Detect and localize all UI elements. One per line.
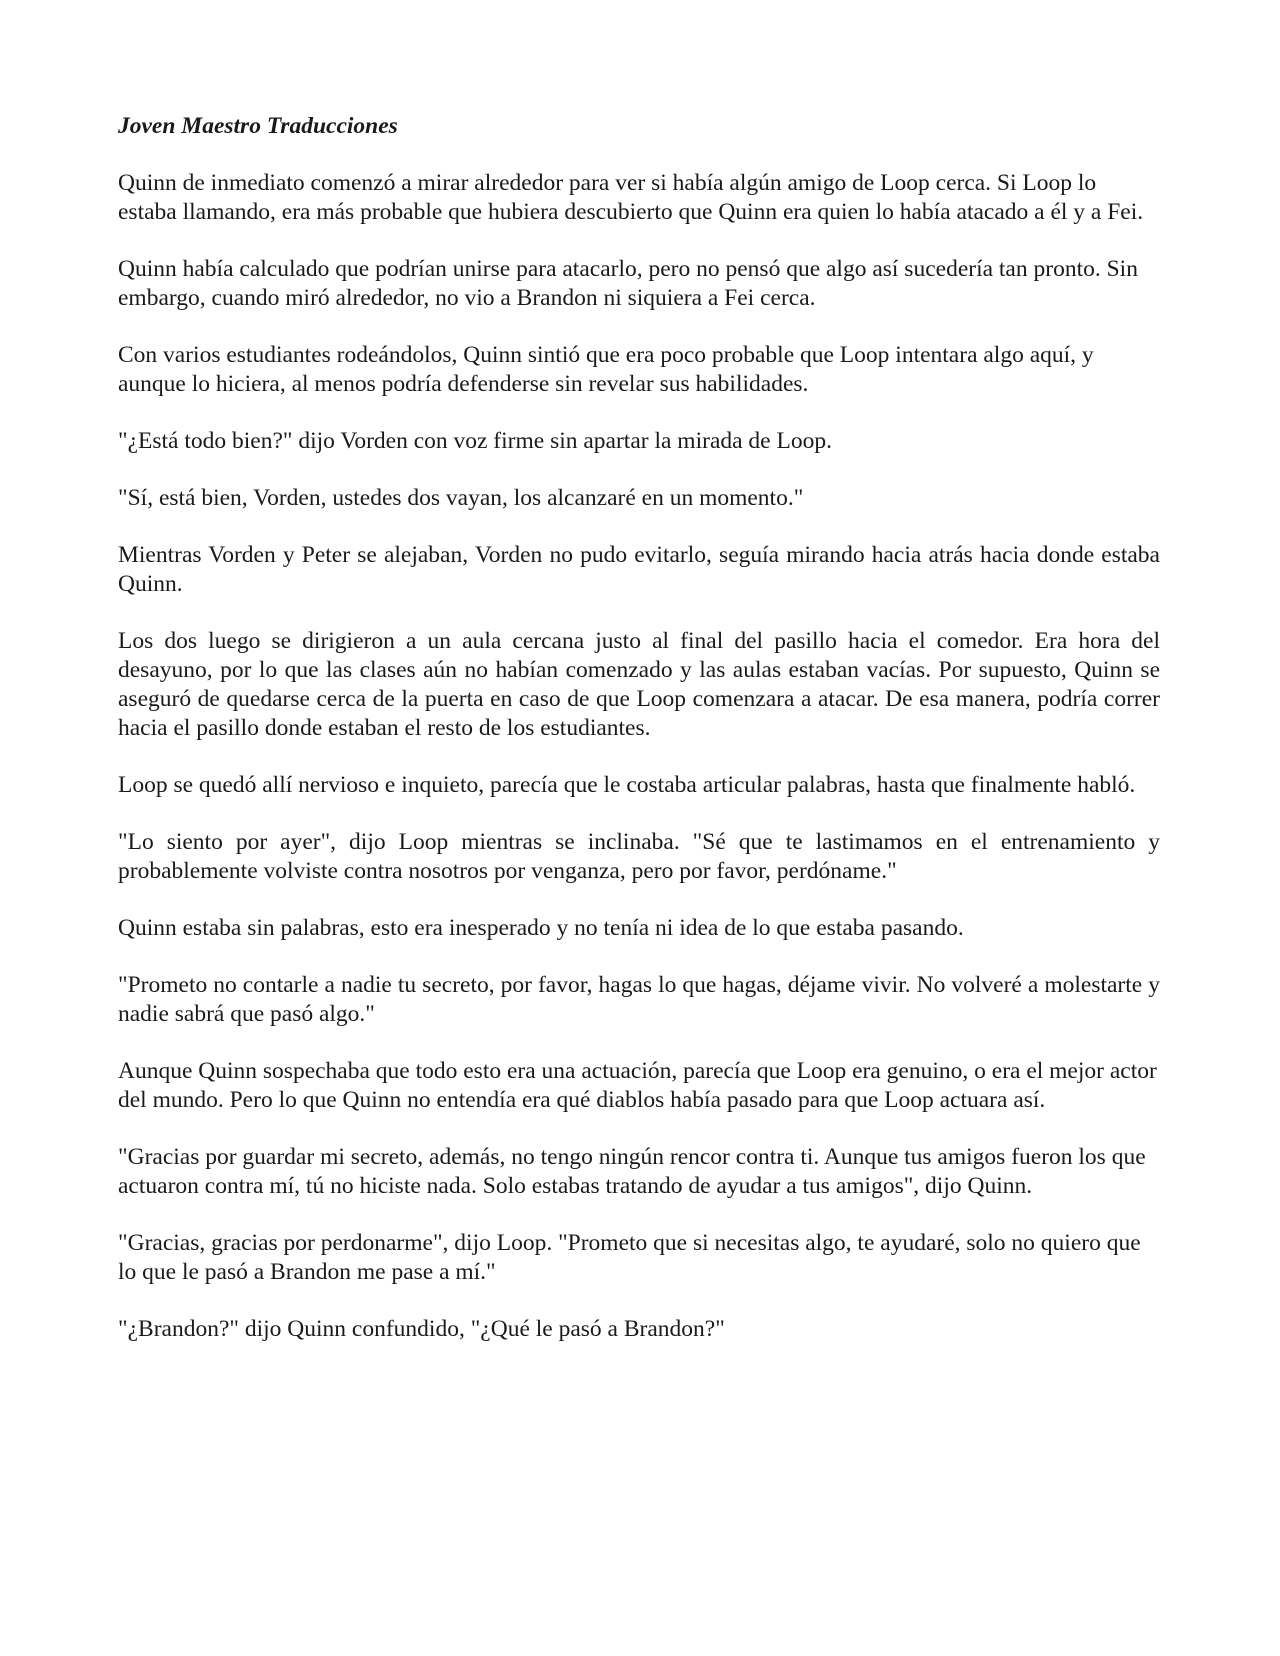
paragraph: Quinn de inmediato comenzó a mirar alrededor para ver si había algún amigo de Loop cerca. Si Loop lo estaba llamando, era más probable que hubiera descubierto que Quinn era quien lo había atacado a él y a Fei. — [118, 170, 1144, 225]
paragraph: "Lo siento por ayer", dijo Loop mientras se inclinaba. "Sé que te lastimamos en el entrenamiento y probablemente volviste contra nosotros por venganza, pero por favor, perdóname." — [118, 829, 1160, 884]
paragraph: Aunque Quinn sospechaba que todo esto era una actuación, parecía que Loop era genuino, o era el mejor actor del mundo. Pero lo que Quinn no entendía era qué diablos había pasado para que Loop actuara así. — [118, 1058, 1157, 1113]
paragraph: Loop se quedó allí nervioso e inquieto, parecía que le costaba articular palabras, hasta que finalmente habló. — [118, 772, 1136, 798]
paragraph: Con varios estudiantes rodeándolos, Quinn sintió que era poco probable que Loop intentara algo aquí, y aunque lo hiciera, al menos podría defenderse sin revelar sus habilidades. — [118, 342, 1094, 397]
paragraph: "¿Brandon?" dijo Quinn confundido, "¿Qué le pasó a Brandon?" — [118, 1316, 725, 1342]
paragraph: "Sí, está bien, Vorden, ustedes dos vayan, los alcanzaré en un momento." — [118, 485, 804, 511]
paragraph: "¿Está todo bien?" dijo Vorden con voz firme sin apartar la mirada de Loop. — [118, 428, 832, 454]
document-title: Joven Maestro Traducciones — [118, 113, 398, 139]
paragraph: Quinn había calculado que podrían unirse para atacarlo, pero no pensó que algo así sucedería tan pronto. Sin embargo, cuando miró alrededor, no vio a Brandon ni siquiera a Fei cerca. — [118, 256, 1138, 311]
paragraph: "Gracias, gracias por perdonarme", dijo Loop. "Prometo que si necesitas algo, te ayudaré, solo no quiero que lo que le pasó a Brandon me pase a mí." — [118, 1230, 1141, 1285]
paragraph: Mientras Vorden y Peter se alejaban, Vorden no pudo evitarlo, seguía mirando hacia atrás hacia donde estaba Quinn. — [118, 542, 1160, 597]
document-page — [118, 112, 1160, 1372]
paragraph: "Gracias por guardar mi secreto, además, no tengo ningún rencor contra ti. Aunque tus amigos fueron los que actuaron contra mí, tú no hiciste nada. Solo estabas tratando de ayudar a tus amigos", dijo Quinn. — [118, 1144, 1146, 1199]
paragraph: "Prometo no contarle a nadie tu secreto, por favor, hagas lo que hagas, déjame vivir. No volveré a molestarte y nadie sabrá que pasó algo." — [118, 972, 1160, 1027]
paragraph-list — [118, 169, 1160, 1344]
paragraph: Quinn estaba sin palabras, esto era inesperado y no tenía ni idea de lo que estaba pasando. — [118, 915, 964, 941]
paragraph: Los dos luego se dirigieron a un aula cercana justo al final del pasillo hacia el comedor. Era hora del desayuno, por lo que las clases aún no habían comenzado y las aulas estaban vacías. Por supuesto, Quinn se aseguró de quedarse cerca de la puerta en caso de que Loop comenzara a atacar. De esa manera, podría correr hacia el pasillo donde estaban el resto de los estudiantes. — [118, 628, 1160, 741]
